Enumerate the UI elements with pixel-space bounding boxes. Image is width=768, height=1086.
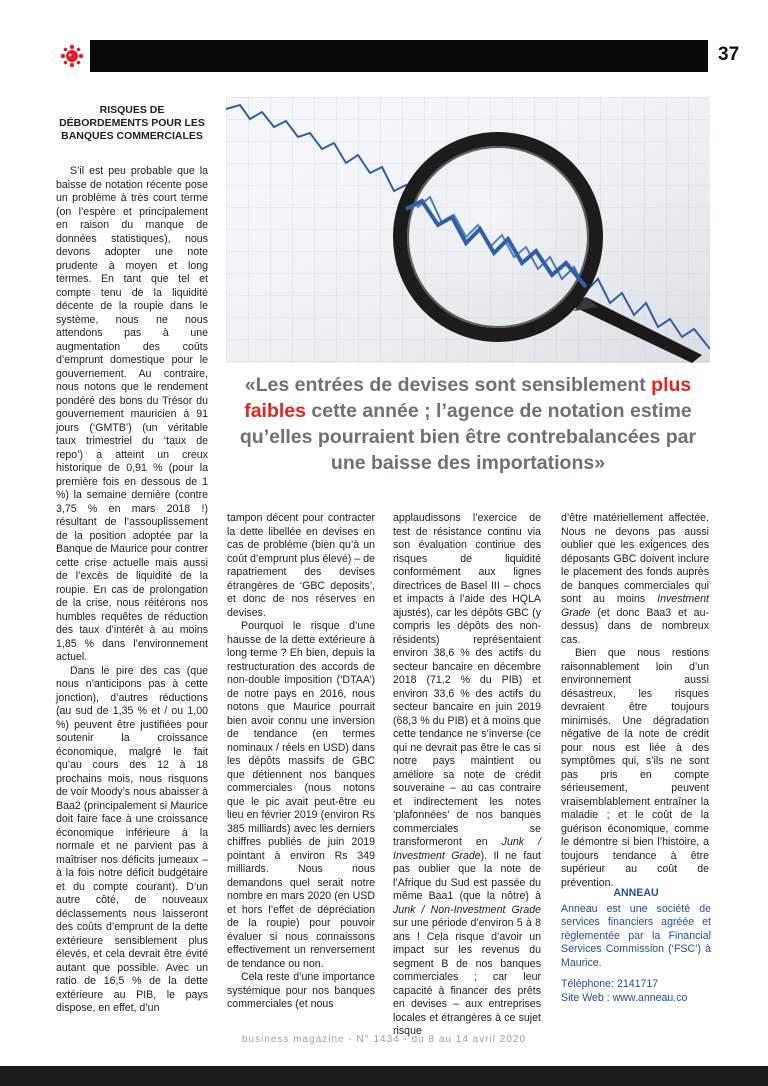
column-3-text-c: sur une période d’environ 5 à 8 ans ! Cela risque d’avoir un impact sur les revenus du segment B de nos banques commerciales ; car leur capacité à financer des prêts en devises – aux entreprises locales et étrangères à ce sujet risque: [393, 917, 541, 1037]
red-splat-logo-icon: [60, 44, 84, 68]
column-3: [393, 512, 541, 1039]
pull-quote: [226, 372, 710, 476]
column-2-paragraph-1: tampon décent pour contracter la dette libellée en devises en cas de problème (bien qu’à un coût d’emprunt plus élevé) – de rapatriement des devises étrangères de ‘GBC deposits’, et donc de nos réserves en devises.: [227, 512, 375, 619]
author-box-website[interactable]: Site Web : www.anneau.co: [561, 991, 688, 1004]
column-3-text-b: ). Il ne faut pas oublier que la note de l’Afrique du Sud est passée du même Baa1 (que la nôtre) à: [393, 849, 541, 902]
column-2-paragraph-3: Cela reste d’une importance systémique pour nos banques commerciales (et nous: [227, 971, 375, 1010]
column-2-paragraph-2: Pourquoi le risque d’une hausse de la dette extérieure à long terme ? Eh bien, depuis la restructuration des accords de non-double imposition (‘DTAA’) de notre pays en 2016, nous notons que Maurice pourrait bien avoir connu une inversion de tendance (en termes nominaux / réels en USD) dans les dépôts massifs de GBC que détiennent nos banques commerciales (nous notons que le pic avait peut-être eu lieu en février 2019 (environ Rs 385 milliards) avec les derniers chiffres publiés de juin 2019 pointant à environ Rs 349 milliards. Nous nous demandons quel serait notre nombre en mars 2020 (en USD et hors l’effet de dépréciation de la roupie) pour pouvoir évaluer si nous connaissons effectivement un renversement de tendance ou non.: [227, 620, 375, 970]
pull-quote-part-2: cette année ; l’agence de notation estime qu’elles pourraient bien être contrebalancées par une baisse des importations»: [239, 400, 697, 474]
magnifying-glass-chart-photo: [226, 97, 710, 363]
column-4-text-a: d’être matériellement affectée. Nous ne devons pas aussi oublier que les exigences des déposants GBC doivent inclure le placement des fonds auprès de banques commerciales qui sont au moins: [561, 512, 709, 605]
column-4: [561, 512, 709, 890]
column-2: [227, 512, 375, 1012]
header-bar: [90, 40, 708, 72]
footer-bar: [0, 1066, 768, 1086]
left-column-paragraph-1: S’il est peu probable que la baisse de notation récente pose un problème à très court terme (on l’espère et principalement en raison du manque de données statistiques), nous devons adopter une note prudente à moyen et long termes. En tant que tel et compte tenu de la liquidité décente de la roupie dans le système, nous ne nous attendons pas à une augmentation des coûts d’emprunt domestique pour le gouvernement. Au contraire, nous notons que le rendement pondéré des bons du Trésor du gouvernement mauricien à 91 jours (‘GMTB’) (un véritable taux trimestriel du ‘taux de repo’) a atteint un creux historique de 0,91 % (pour la première fois en dessous de 1 %) la semaine dernière (contre 3,75 % en mars 2018 !) résultant de l’assouplissement de la position adoptée par la Banque de Maurice pour contrer cette crise actuelle mais aussi de l’excès de liquidité de la roupie. En cas de prolongation de la crise, nous réitérons nos humbles requêtes de réduction des taux d’intérêt à au moins 1,85 % dans l’environnement actuel.: [56, 165, 208, 663]
author-box: [561, 887, 711, 1005]
author-box-title: ANNEAU: [613, 887, 659, 899]
column-4-text-b: (et donc Baa3 et au-dessus) dans de nombreux cas.: [561, 606, 709, 646]
footer-text: business magazine - N° 1434 - du 8 au 14 avril 2020: [241, 1034, 527, 1045]
page-number: 37: [718, 44, 740, 65]
pull-quote-part-1: «Les entrées de devises sont sensiblement: [244, 374, 652, 396]
left-column-paragraph-2: Dans le pire des cas (que nous n’anticipons pas à cette jonction), d’autres réductions (au sud de 1,35 % et / ou 1,00 %) peuvent être justifiées pour soutenir la croissance économique, malgré le fait qu’au cours des 12 à 18 prochains mois, nous risquons de voir Moody’s nous abaisser à Baa2 (principalement si Maurice doit faire face à une croissance économique inférieure à la normale et ne parvient pas à maîtriser nos déficits jumeaux – à la fois notre déficit budgétaire et du compte courant). D’un autre côté, de nouveaux déclassements nous laisseront des coûts d’emprunt de la dette extérieure sensiblement plus élevés, et cela devrait être évité autant que possible. Avec un ratio de 16,5 % de la dette extérieure au PIB, le pays dispose, en effet, d’un: [56, 664, 208, 1014]
left-column: [56, 104, 208, 1016]
column-3-text-a: applaudissons l’exercice de test de résistance continu via son évaluation continue des risques de liquidité conformément aux lignes directrices de Basel III – chocs et impacts à l’aide des HQLA ajustés), car les dépôts GBC (y compris les dépôts des non-résidents) représentaient environ 38,6 % des actifs du secteur bancaire en décembre 2018 (71,2 % du PIB) et environ 33,6 % des actifs du secteur bancaire en juin 2019 (68,3 % du PIB) et à moins que cette tendance ne s’inverse (ce qui ne devrait pas être le cas si notre pays maintient ou améliore sa note de crédit souveraine – au cas contraire et indirectement les notes ‘plafonnées’ de nos banques commerciales se transformeront en: [393, 512, 541, 848]
author-box-phone: Téléphone: 2141717: [561, 978, 659, 990]
column-4-paragraph-2: Bien que nous restions raisonnablement loin d’un environnement aussi désastreux, les risques devraient être toujours minimisés. Une dégradation négative de la note de crédit pour nous est liée à des symptômes qui, s’ils ne sont pas pris en compte sérieusement, peuvent vraisemblablement entraîner la maladie ; et le coût de la guérison économique, comme le démontre si bien l’histoire, a toujours tendance à être supérieur au coût de prévention.: [561, 647, 709, 889]
column-4-paragraph-1: [561, 512, 709, 647]
column-3-emphasis-1: Junk / Investment Grade: [393, 836, 541, 862]
column-4-emphasis: Investment Grade: [561, 593, 709, 619]
author-box-description: Anneau est une société de services financiers agréée et réglementée par la Financial Services Commission (‘FSC’) à Maurice.: [561, 902, 711, 969]
column-3-emphasis-2: Junk / Non-Investment Grade: [393, 903, 541, 916]
column-3-paragraph-1: [393, 512, 541, 1039]
section-heading: RISQUES DE DÉBORDEMENTS POUR LES BANQUES COMMERCIALES: [59, 104, 205, 142]
pull-quote-highlight: plus faibles: [244, 374, 692, 422]
